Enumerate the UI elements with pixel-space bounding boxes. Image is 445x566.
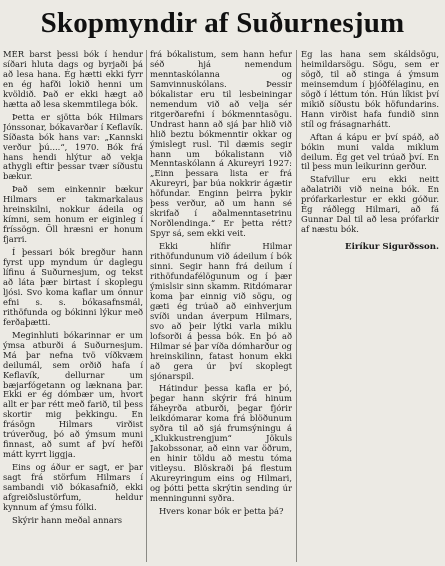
paragraph: Eins og áður er sagt, er þar sagt frá störfum Hilmars í sambandi við bókasafnið, ekki afgreiðslustörfum, heldur kynnum af ýmsu fólki. <box>3 462 143 512</box>
column-1 <box>3 50 143 566</box>
column-divider <box>296 50 297 562</box>
paragraph: Hátindur þessa kafla er þó, þegar hann skýrir frá hinum fáheyrða atburði, þegar fjórir leikdómarar koma frá blöðunum syðra til að sjá frumsýningu á „Klukkustrengjum“ Jökuls Jakobssonar, að einn var öðrum, en hinir töldu að mestu tóma vitleysu. Blöskraði þá flestum Akureyringum eins og Hilmari, og þótti þetta skrýtin sending úr menningunni syðra. <box>150 383 292 503</box>
paragraph: Skýrir hann meðal annars <box>12 514 123 525</box>
paragraph: Hvers konar bók er þetta þá? <box>159 505 284 516</box>
column-3 <box>301 50 439 566</box>
paragraph: Það sem einkennir bækur Hilmars er takmarkalaus hreinskilni, nokkur ádeila og kímni, sem honum er eiginleg í fríssögn. Öll hræsni er honum fjarri. <box>3 184 143 245</box>
paragraph: Stafvillur eru ekki neitt aðalatriði við neina bók. En prófarkarlestur er ekki góður. Ég ráðlegg Hilmari, að fá Gunnar Dal til að lesa prófarkir af næstu bók. <box>301 174 439 235</box>
headline: Skopmyndir af Suðurnesjum <box>40 6 405 39</box>
paragraph: Þetta er sjötta bók Hilmars Jónssonar, bókavarðar í Keflavík. Síðasta bók hans var: „Kannski verður þú....“, 1970. Bók frá hans hendi hlýtur að vekja athygli eftir þessar tvær síðustu bækur. <box>3 111 143 182</box>
author-signature: Eiríkur Sigurðsson. <box>345 242 439 253</box>
paragraph: Meginhluti bókarinnar er um ýmsa atburði á Suðurnesjum. Má þar nefna tvö víðkvæm deilumál, sem orðið hafa í Keflavík, dellurnar um bæjarfógetann og læknana þar. Ekki er ég dómbær um, hvort allt er þar rétt með farið, til þess skortir mig þekkingu. En frásögn Hilmars virðist trúverðug, þó að ýmsum muni finnast, að sumt af því hefði mátt kyrrt liggja. <box>3 329 143 460</box>
paragraph: Ekki hlífir Hilmar rithöfundunum við ádeilum í bók sinni. Segir hann frá deilum í rithöfundafélögunum og í þær ýmislsir sinn skamm. Ritdómarar koma þar einnig við sögu, og gæti ég trúað að einhverjum svíði undan áverpum Hilmars, svo að þeir lýtki varla miklu lofsorði á þessa bók. En þó að Hilmar sé þar víða dómharður og hreinskilinn, fatast honum ekki að gera úr því skoplegt sjónarspil. <box>150 241 292 381</box>
paragraph: MÉR barst þessi bók í hendur síðari hluta dags og byrjaði þá að lesa hana. Ég hætti ekki fyrr en ég hafði lokið henni um kvöldið. Það er ekki hægt að hætta að lesa skemmtilega bók. <box>3 50 143 109</box>
column-divider <box>146 50 147 562</box>
paragraph: Í þessari bók bregður hann fyrst upp myndum úr daglegu lífinu á Suðurnesjum, og tekst að láta þær birtast í skoplegu ljósi. Svo koma kaflar um ónnur efni s. s. bókasafnsmál, rithöfunda og bókinni lýkur með ferðaþætti. <box>3 247 143 327</box>
paragraph: Aftan á kápu er því spáð, að bókin muni valda miklum deilum. Ég get vel trúað því. En til þess mun leikurinn gerður. <box>301 131 439 172</box>
paragraph: frá bókalistum, sem hann hefur séð hjá nemendum menntaskólanna og Samvinnuskólans. Þessir bókalistar eru til lesbeiningar nemendum við að velja sér ritgerðarefni í bókmenntasögu. Undrast hann að sjá þar hlið við hlið beztu bókmenntir okkar og ýmislegt rusl. Til dæmis segir hann um bókalistann við Menntaskólann á Akureyri 1927: „Einn þessara lista er frá Akureyri, þar búa nokkrir ágætir höfundar. Enginn þeirra þykir þess verður, að um hann sé skrifað í aðalmenntasetrinu Norðlendinga.“ Er þetta rétt? Spyr sá, sem ekki veit. <box>150 50 292 239</box>
paragraph: Ég las hana sem skáldsögu, heimildarsögu. Sögu, sem er sögð, til að stinga á ýmsum meinsemdum í þjóðfélaginu, en sögð í léttum tón. Hún líkist því mikið síðustu bók höfundarins. Hann virðist hafa fundið sinn stíl og frásagnarhátt. <box>301 50 439 129</box>
column-2 <box>150 50 292 566</box>
